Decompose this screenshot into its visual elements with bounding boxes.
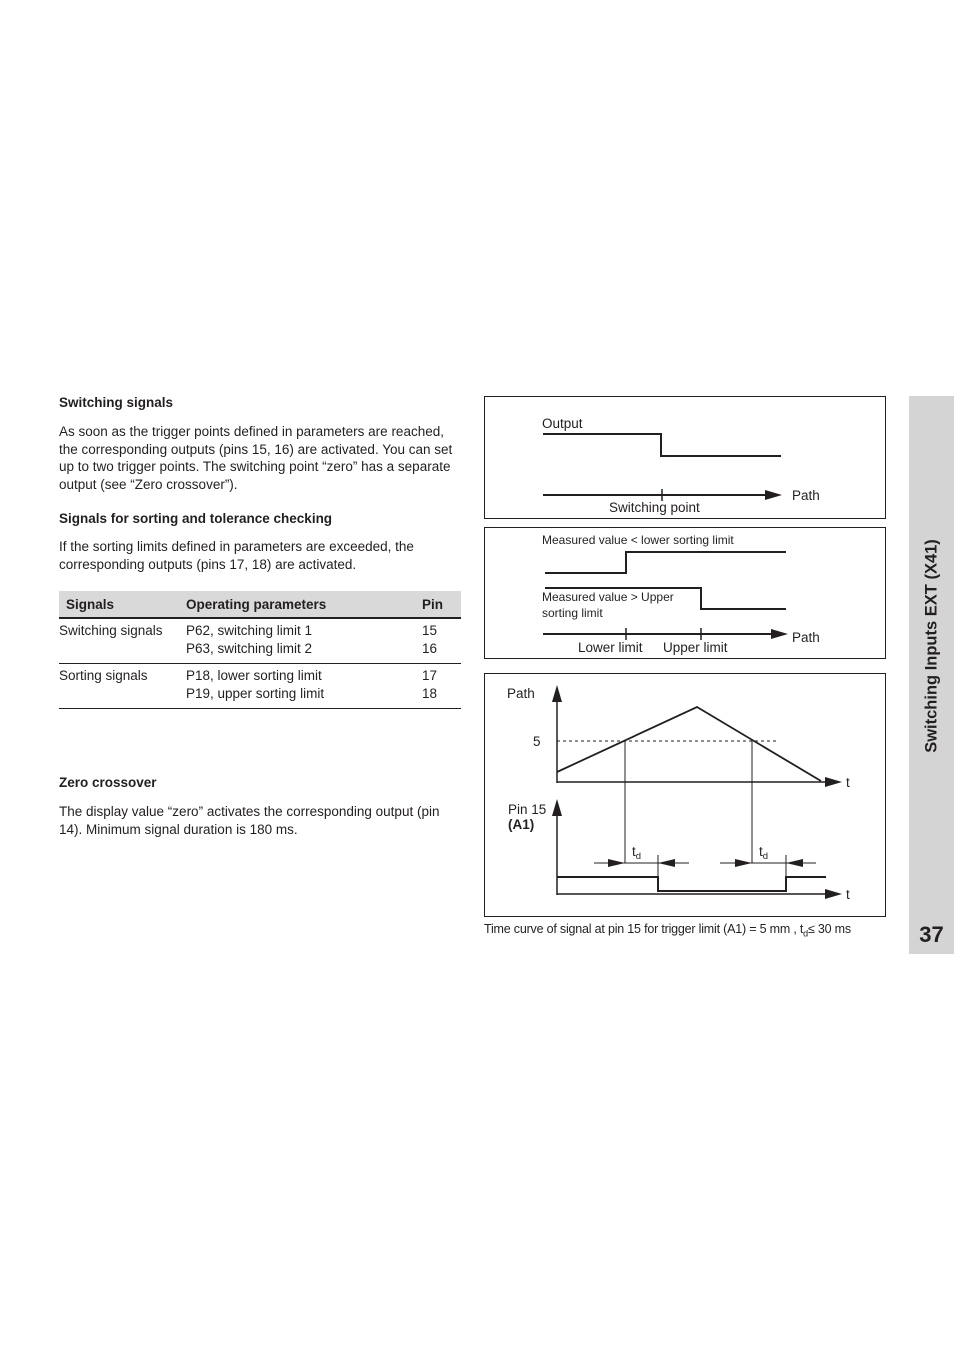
table-cell-pins bbox=[422, 618, 461, 664]
time-axis-label-lower: t bbox=[846, 887, 850, 902]
figure-caption bbox=[484, 922, 851, 939]
param-line: P19, upper sorting limit bbox=[186, 685, 325, 701]
path-axis-label: Path bbox=[507, 686, 535, 701]
sorting-limits-diagram bbox=[484, 527, 886, 659]
lower-limit-message: Measured value < lower sorting limit bbox=[542, 533, 734, 547]
path-label: Path bbox=[792, 630, 820, 645]
side-tab-title bbox=[909, 396, 954, 896]
pin-signal-line bbox=[557, 877, 826, 891]
lower-limit-label: Lower limit bbox=[578, 640, 643, 655]
heading-zero-crossover: Zero crossover bbox=[59, 775, 157, 790]
table-row bbox=[59, 664, 461, 709]
table-row bbox=[59, 618, 461, 664]
table-cell-params bbox=[186, 618, 422, 664]
paragraph-zero-crossover: The display value “zero” activates the corresponding output (pin 14). Minimum signal duration is 180 ms. bbox=[59, 804, 440, 837]
arrow-right-icon bbox=[825, 889, 842, 899]
pin-value: 17 bbox=[422, 668, 438, 683]
table-cell-params bbox=[186, 664, 422, 709]
arrow-left-icon bbox=[658, 859, 675, 867]
param-line: P62, switching limit 1 bbox=[186, 623, 313, 638]
delay-label: $t_d$ bbox=[632, 844, 642, 862]
lower-limit-signal-line bbox=[545, 552, 786, 573]
arrow-left-icon bbox=[786, 859, 803, 867]
caption-text: Time curve of signal at pin 15 for trigger limit (A1) = 5 mm , t bbox=[484, 922, 804, 936]
arrow-right-icon bbox=[765, 490, 782, 500]
output-label: Output bbox=[542, 416, 583, 431]
pin-value: 16 bbox=[422, 640, 438, 656]
arrow-up-icon bbox=[552, 685, 562, 702]
pin-label: Pin 15 bbox=[508, 802, 547, 817]
caption-tail: ≤ 30 ms bbox=[807, 922, 851, 936]
upper-limit-message-line2: sorting limit bbox=[542, 606, 603, 620]
output-signal-line bbox=[543, 434, 781, 456]
pin-value: 18 bbox=[422, 685, 438, 701]
pin-value: 15 bbox=[422, 623, 438, 638]
side-tab-title-text: Switching Inputs EXT (X41) bbox=[922, 539, 940, 753]
paragraph-switching-signals: As soon as the trigger points defined in parameters are reached, the corresponding outputs (pins 15, 16) are activated. You can set up to two trigger points. The switching point “zero” has a separate output (see “Zero crossover”). bbox=[59, 424, 453, 492]
table-header-signals: Signals bbox=[59, 591, 186, 618]
a1-label: (A1) bbox=[508, 817, 535, 832]
paragraph-sorting-signals: If the sorting limits defined in parameters are exceeded, the corresponding outputs (pins 17, 18) are activated. bbox=[59, 539, 414, 572]
table-header-pin: Pin bbox=[422, 591, 461, 618]
switching-point-label: Switching point bbox=[609, 500, 700, 515]
table-header-row bbox=[59, 591, 461, 618]
param-line: P18, lower sorting limit bbox=[186, 668, 322, 683]
signals-table bbox=[59, 591, 461, 709]
arrow-up-icon bbox=[552, 799, 562, 816]
path-label: Path bbox=[792, 488, 820, 503]
arrow-right-icon bbox=[735, 859, 752, 867]
table-header-params: Operating parameters bbox=[186, 591, 422, 618]
page-number: 37 bbox=[919, 922, 944, 947]
table-cell-pins bbox=[422, 664, 461, 709]
time-curve-diagram bbox=[484, 673, 886, 917]
heading-switching-signals: Switching signals bbox=[59, 395, 174, 410]
time-axis-label-upper: t bbox=[846, 775, 850, 790]
switching-point-diagram bbox=[484, 396, 886, 519]
table-cell-signal: Switching signals bbox=[59, 618, 186, 664]
delay-label: $t_d$ bbox=[759, 844, 769, 862]
path-curve bbox=[557, 707, 821, 781]
caption-subscript: d bbox=[803, 928, 808, 939]
upper-limit-message-line1: Measured value > Upper bbox=[542, 590, 674, 604]
upper-limit-label: Upper limit bbox=[663, 640, 728, 655]
arrow-right-icon bbox=[608, 859, 625, 867]
param-line: P63, switching limit 2 bbox=[186, 640, 313, 656]
arrow-right-icon bbox=[771, 629, 788, 639]
heading-sorting-signals: Signals for sorting and tolerance checking bbox=[59, 511, 333, 526]
value-five-label: 5 bbox=[533, 734, 541, 749]
table-cell-signal: Sorting signals bbox=[59, 664, 186, 709]
arrow-right-icon bbox=[825, 777, 842, 787]
